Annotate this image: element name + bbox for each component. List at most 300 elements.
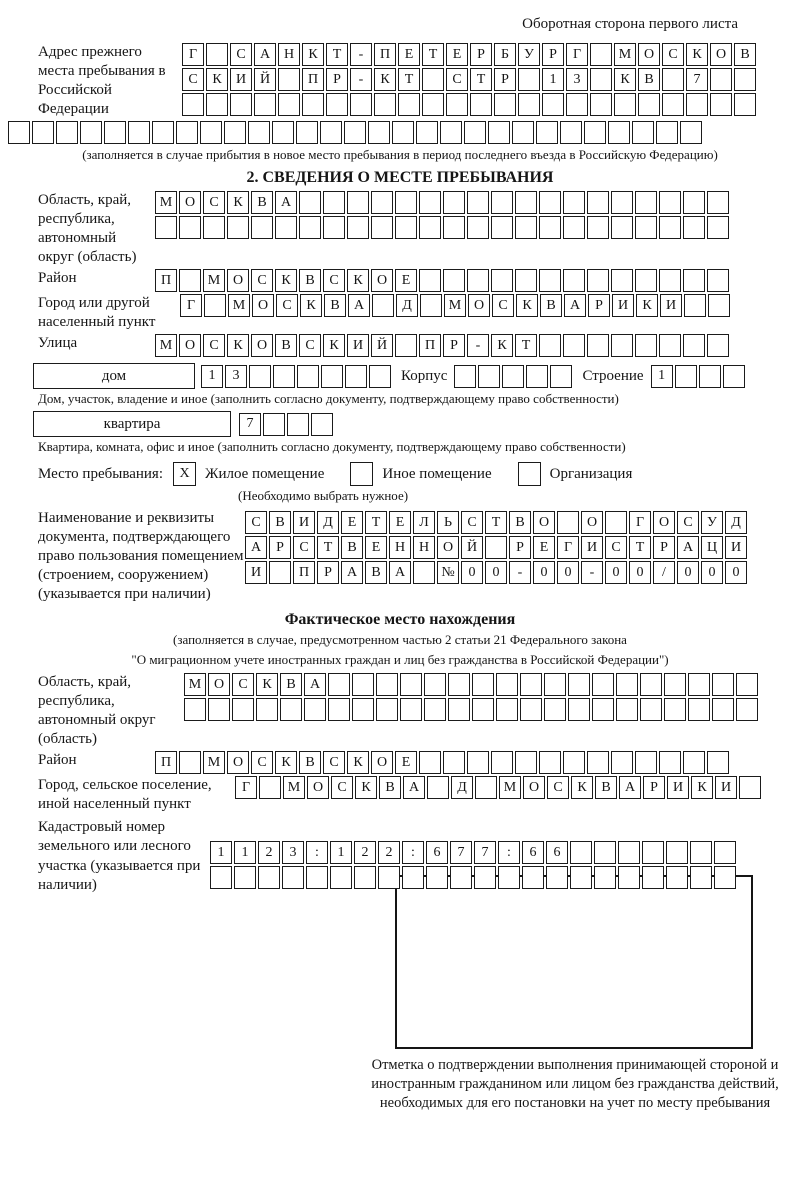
char-box[interactable] bbox=[467, 751, 489, 774]
char-box[interactable]: В bbox=[299, 751, 321, 774]
char-box[interactable] bbox=[330, 866, 352, 889]
char-box[interactable]: М bbox=[155, 191, 177, 214]
char-box[interactable]: И bbox=[725, 536, 747, 559]
char-box[interactable]: Р bbox=[509, 536, 531, 559]
char-box[interactable]: Т bbox=[365, 511, 387, 534]
char-box[interactable] bbox=[354, 866, 376, 889]
char-box[interactable] bbox=[419, 216, 441, 239]
char-box[interactable]: Г bbox=[557, 536, 579, 559]
char-box[interactable] bbox=[200, 121, 222, 144]
char-box[interactable]: О bbox=[252, 294, 274, 317]
char-box[interactable] bbox=[640, 673, 662, 696]
char-box[interactable] bbox=[304, 698, 326, 721]
char-box[interactable]: А bbox=[619, 776, 641, 799]
char-box[interactable] bbox=[369, 365, 391, 388]
char-box[interactable]: И bbox=[230, 68, 252, 91]
char-box[interactable] bbox=[520, 698, 542, 721]
char-box[interactable]: Р bbox=[653, 536, 675, 559]
char-box[interactable] bbox=[402, 866, 424, 889]
char-box[interactable]: С bbox=[276, 294, 298, 317]
char-box[interactable]: С bbox=[245, 511, 267, 534]
char-box[interactable] bbox=[306, 866, 328, 889]
char-box[interactable]: К bbox=[206, 68, 228, 91]
char-box[interactable] bbox=[594, 866, 616, 889]
char-box[interactable] bbox=[443, 191, 465, 214]
char-box[interactable] bbox=[416, 121, 438, 144]
char-box[interactable]: Г bbox=[180, 294, 202, 317]
char-box[interactable] bbox=[539, 191, 561, 214]
char-box[interactable] bbox=[155, 216, 177, 239]
char-box[interactable] bbox=[611, 334, 633, 357]
char-box[interactable]: П bbox=[155, 751, 177, 774]
char-box[interactable] bbox=[371, 191, 393, 214]
char-box[interactable] bbox=[179, 269, 201, 292]
char-box[interactable]: О bbox=[371, 751, 393, 774]
char-box[interactable]: К bbox=[571, 776, 593, 799]
char-box[interactable] bbox=[467, 191, 489, 214]
char-box[interactable]: О bbox=[179, 191, 201, 214]
char-box[interactable]: 1 bbox=[330, 841, 352, 864]
char-box[interactable]: К bbox=[491, 334, 513, 357]
char-box[interactable] bbox=[526, 365, 548, 388]
char-box[interactable] bbox=[475, 776, 497, 799]
char-box[interactable] bbox=[299, 191, 321, 214]
char-box[interactable]: Н bbox=[413, 536, 435, 559]
char-box[interactable] bbox=[352, 698, 374, 721]
char-box[interactable] bbox=[472, 673, 494, 696]
char-box[interactable] bbox=[611, 269, 633, 292]
char-box[interactable] bbox=[590, 68, 612, 91]
char-box[interactable] bbox=[616, 673, 638, 696]
char-box[interactable] bbox=[323, 191, 345, 214]
char-box[interactable] bbox=[635, 191, 657, 214]
char-box[interactable] bbox=[739, 776, 761, 799]
char-box[interactable] bbox=[684, 294, 706, 317]
char-box[interactable] bbox=[712, 698, 734, 721]
char-box[interactable] bbox=[232, 698, 254, 721]
char-box[interactable] bbox=[378, 866, 400, 889]
char-box[interactable]: П bbox=[374, 43, 396, 66]
char-box[interactable]: Е bbox=[533, 536, 555, 559]
char-box[interactable]: 0 bbox=[461, 561, 483, 584]
char-box[interactable] bbox=[614, 93, 636, 116]
char-box[interactable]: О bbox=[653, 511, 675, 534]
char-box[interactable]: Г bbox=[566, 43, 588, 66]
char-box[interactable] bbox=[522, 866, 544, 889]
char-box[interactable]: В bbox=[275, 334, 297, 357]
char-box[interactable] bbox=[392, 121, 414, 144]
char-box[interactable] bbox=[611, 751, 633, 774]
char-box[interactable]: 6 bbox=[546, 841, 568, 864]
char-box[interactable]: И bbox=[667, 776, 689, 799]
char-box[interactable] bbox=[470, 93, 492, 116]
char-box[interactable]: У bbox=[701, 511, 723, 534]
char-box[interactable] bbox=[296, 121, 318, 144]
char-box[interactable] bbox=[710, 68, 732, 91]
char-box[interactable] bbox=[446, 93, 468, 116]
char-box[interactable] bbox=[424, 698, 446, 721]
char-box[interactable] bbox=[734, 93, 756, 116]
char-box[interactable] bbox=[275, 216, 297, 239]
char-box[interactable]: 0 bbox=[629, 561, 651, 584]
char-box[interactable] bbox=[344, 121, 366, 144]
stay-option-checkbox-residential[interactable]: X bbox=[173, 462, 196, 486]
char-box[interactable]: О bbox=[533, 511, 555, 534]
char-box[interactable] bbox=[419, 751, 441, 774]
char-box[interactable]: 1 bbox=[234, 841, 256, 864]
char-box[interactable] bbox=[736, 698, 758, 721]
char-box[interactable] bbox=[413, 561, 435, 584]
char-box[interactable] bbox=[566, 93, 588, 116]
char-box[interactable] bbox=[710, 93, 732, 116]
char-box[interactable] bbox=[478, 365, 500, 388]
char-box[interactable] bbox=[184, 698, 206, 721]
char-box[interactable]: С bbox=[461, 511, 483, 534]
char-box[interactable] bbox=[204, 294, 226, 317]
char-box[interactable] bbox=[675, 365, 697, 388]
char-box[interactable] bbox=[491, 216, 513, 239]
char-box[interactable] bbox=[491, 191, 513, 214]
char-box[interactable]: К bbox=[516, 294, 538, 317]
char-box[interactable]: Р bbox=[317, 561, 339, 584]
char-box[interactable]: 0 bbox=[605, 561, 627, 584]
char-box[interactable]: Т bbox=[326, 43, 348, 66]
char-box[interactable]: С bbox=[605, 536, 627, 559]
char-box[interactable] bbox=[450, 866, 472, 889]
char-box[interactable]: П bbox=[155, 269, 177, 292]
char-box[interactable]: У bbox=[518, 43, 540, 66]
char-box[interactable]: С bbox=[492, 294, 514, 317]
char-box[interactable] bbox=[659, 334, 681, 357]
char-box[interactable] bbox=[642, 866, 664, 889]
char-box[interactable]: 1 bbox=[542, 68, 564, 91]
char-box[interactable] bbox=[664, 673, 686, 696]
char-box[interactable]: Т bbox=[470, 68, 492, 91]
char-box[interactable] bbox=[570, 866, 592, 889]
char-box[interactable]: В bbox=[269, 511, 291, 534]
char-box[interactable]: К bbox=[256, 673, 278, 696]
char-box[interactable] bbox=[683, 216, 705, 239]
char-box[interactable] bbox=[683, 269, 705, 292]
char-box[interactable] bbox=[723, 365, 745, 388]
char-box[interactable]: Ь bbox=[437, 511, 459, 534]
char-box[interactable] bbox=[560, 121, 582, 144]
char-box[interactable] bbox=[80, 121, 102, 144]
char-box[interactable]: А bbox=[245, 536, 267, 559]
char-box[interactable] bbox=[611, 191, 633, 214]
char-box[interactable]: О bbox=[523, 776, 545, 799]
char-box[interactable]: М bbox=[203, 751, 225, 774]
char-box[interactable] bbox=[182, 93, 204, 116]
char-box[interactable]: К bbox=[227, 334, 249, 357]
char-box[interactable] bbox=[515, 751, 537, 774]
char-box[interactable] bbox=[584, 121, 606, 144]
char-box[interactable]: О bbox=[581, 511, 603, 534]
char-box[interactable] bbox=[326, 93, 348, 116]
char-box[interactable] bbox=[515, 269, 537, 292]
char-box[interactable] bbox=[8, 121, 30, 144]
char-box[interactable]: Т bbox=[515, 334, 537, 357]
char-box[interactable] bbox=[287, 413, 309, 436]
char-box[interactable]: К bbox=[691, 776, 713, 799]
char-box[interactable]: И bbox=[347, 334, 369, 357]
char-box[interactable] bbox=[666, 866, 688, 889]
char-box[interactable]: К bbox=[300, 294, 322, 317]
char-box[interactable] bbox=[659, 191, 681, 214]
char-box[interactable]: О bbox=[710, 43, 732, 66]
char-box[interactable] bbox=[563, 269, 585, 292]
char-box[interactable]: И bbox=[715, 776, 737, 799]
char-box[interactable] bbox=[683, 751, 705, 774]
char-box[interactable] bbox=[400, 673, 422, 696]
char-box[interactable] bbox=[635, 216, 657, 239]
char-box[interactable] bbox=[592, 698, 614, 721]
char-box[interactable] bbox=[496, 673, 518, 696]
char-box[interactable]: К bbox=[686, 43, 708, 66]
char-box[interactable]: Р bbox=[542, 43, 564, 66]
char-box[interactable]: В bbox=[341, 536, 363, 559]
char-box[interactable]: С bbox=[547, 776, 569, 799]
char-box[interactable]: А bbox=[275, 191, 297, 214]
char-box[interactable]: С bbox=[251, 751, 273, 774]
char-box[interactable] bbox=[515, 191, 537, 214]
char-box[interactable]: Д bbox=[317, 511, 339, 534]
char-box[interactable]: В bbox=[280, 673, 302, 696]
char-box[interactable]: А bbox=[389, 561, 411, 584]
char-box[interactable] bbox=[518, 68, 540, 91]
char-box[interactable] bbox=[714, 866, 736, 889]
char-box[interactable] bbox=[269, 561, 291, 584]
char-box[interactable]: 1 bbox=[201, 365, 223, 388]
char-box[interactable] bbox=[56, 121, 78, 144]
char-box[interactable]: 3 bbox=[282, 841, 304, 864]
char-box[interactable] bbox=[686, 93, 708, 116]
stay-option-checkbox-organization[interactable] bbox=[518, 462, 541, 486]
char-box[interactable] bbox=[372, 294, 394, 317]
char-box[interactable] bbox=[707, 751, 729, 774]
char-box[interactable]: С bbox=[331, 776, 353, 799]
char-box[interactable] bbox=[398, 93, 420, 116]
char-box[interactable] bbox=[104, 121, 126, 144]
char-box[interactable]: К bbox=[374, 68, 396, 91]
char-box[interactable]: М bbox=[184, 673, 206, 696]
char-box[interactable]: : bbox=[498, 841, 520, 864]
char-box[interactable]: С bbox=[323, 269, 345, 292]
char-box[interactable] bbox=[400, 698, 422, 721]
char-box[interactable] bbox=[206, 93, 228, 116]
char-box[interactable]: А bbox=[304, 673, 326, 696]
char-box[interactable] bbox=[496, 698, 518, 721]
char-box[interactable]: В bbox=[540, 294, 562, 317]
char-box[interactable] bbox=[321, 365, 343, 388]
char-box[interactable] bbox=[311, 413, 333, 436]
char-box[interactable]: - bbox=[581, 561, 603, 584]
char-box[interactable]: 1 bbox=[210, 841, 232, 864]
char-box[interactable]: С bbox=[299, 334, 321, 357]
char-box[interactable]: А bbox=[403, 776, 425, 799]
char-box[interactable] bbox=[605, 511, 627, 534]
char-box[interactable]: К bbox=[636, 294, 658, 317]
char-box[interactable]: Д bbox=[451, 776, 473, 799]
char-box[interactable] bbox=[345, 365, 367, 388]
char-box[interactable] bbox=[659, 269, 681, 292]
char-box[interactable] bbox=[494, 93, 516, 116]
char-box[interactable] bbox=[498, 866, 520, 889]
char-box[interactable] bbox=[395, 334, 417, 357]
char-box[interactable] bbox=[297, 365, 319, 388]
char-box[interactable]: М bbox=[155, 334, 177, 357]
char-box[interactable] bbox=[230, 93, 252, 116]
char-box[interactable] bbox=[278, 93, 300, 116]
char-box[interactable]: С bbox=[446, 68, 468, 91]
char-box[interactable] bbox=[273, 365, 295, 388]
char-box[interactable]: И bbox=[245, 561, 267, 584]
char-box[interactable] bbox=[635, 334, 657, 357]
char-box[interactable] bbox=[714, 841, 736, 864]
char-box[interactable] bbox=[544, 673, 566, 696]
char-box[interactable]: В bbox=[734, 43, 756, 66]
char-box[interactable] bbox=[424, 673, 446, 696]
char-box[interactable]: Р bbox=[443, 334, 465, 357]
char-box[interactable] bbox=[227, 216, 249, 239]
char-box[interactable]: Е bbox=[398, 43, 420, 66]
char-box[interactable]: - bbox=[350, 68, 372, 91]
char-box[interactable] bbox=[280, 698, 302, 721]
char-box[interactable]: Р bbox=[269, 536, 291, 559]
char-box[interactable] bbox=[642, 841, 664, 864]
char-box[interactable] bbox=[464, 121, 486, 144]
char-box[interactable]: С bbox=[662, 43, 684, 66]
char-box[interactable] bbox=[32, 121, 54, 144]
char-box[interactable] bbox=[680, 121, 702, 144]
char-box[interactable]: Е bbox=[395, 751, 417, 774]
char-box[interactable] bbox=[536, 121, 558, 144]
char-box[interactable]: Т bbox=[317, 536, 339, 559]
char-box[interactable] bbox=[563, 751, 585, 774]
char-box[interactable]: В bbox=[379, 776, 401, 799]
char-box[interactable] bbox=[590, 43, 612, 66]
char-box[interactable] bbox=[208, 698, 230, 721]
char-box[interactable]: С bbox=[293, 536, 315, 559]
char-box[interactable] bbox=[454, 365, 476, 388]
char-box[interactable]: М bbox=[444, 294, 466, 317]
char-box[interactable] bbox=[320, 121, 342, 144]
char-box[interactable]: О bbox=[251, 334, 273, 357]
char-box[interactable] bbox=[683, 334, 705, 357]
char-box[interactable] bbox=[736, 673, 758, 696]
char-box[interactable]: К bbox=[355, 776, 377, 799]
char-box[interactable] bbox=[419, 191, 441, 214]
char-box[interactable]: - bbox=[509, 561, 531, 584]
char-box[interactable] bbox=[618, 841, 640, 864]
char-box[interactable] bbox=[259, 776, 281, 799]
char-box[interactable]: Т bbox=[422, 43, 444, 66]
char-box[interactable] bbox=[371, 216, 393, 239]
char-box[interactable]: : bbox=[306, 841, 328, 864]
char-box[interactable]: 7 bbox=[686, 68, 708, 91]
char-box[interactable] bbox=[206, 43, 228, 66]
char-box[interactable]: Н bbox=[278, 43, 300, 66]
char-box[interactable] bbox=[707, 269, 729, 292]
char-box[interactable] bbox=[539, 216, 561, 239]
char-box[interactable]: К bbox=[227, 191, 249, 214]
char-box[interactable] bbox=[707, 191, 729, 214]
char-box[interactable]: 6 bbox=[426, 841, 448, 864]
char-box[interactable]: С bbox=[323, 751, 345, 774]
char-box[interactable]: И bbox=[612, 294, 634, 317]
char-box[interactable]: М bbox=[614, 43, 636, 66]
char-box[interactable]: 2 bbox=[378, 841, 400, 864]
char-box[interactable] bbox=[251, 216, 273, 239]
char-box[interactable] bbox=[638, 93, 660, 116]
char-box[interactable] bbox=[659, 216, 681, 239]
char-box[interactable] bbox=[278, 68, 300, 91]
char-box[interactable]: Ц bbox=[701, 536, 723, 559]
char-box[interactable] bbox=[328, 673, 350, 696]
char-box[interactable]: Т bbox=[485, 511, 507, 534]
char-box[interactable] bbox=[368, 121, 390, 144]
char-box[interactable]: С bbox=[182, 68, 204, 91]
char-box[interactable] bbox=[347, 191, 369, 214]
char-box[interactable]: Б bbox=[494, 43, 516, 66]
char-box[interactable]: 0 bbox=[677, 561, 699, 584]
char-box[interactable] bbox=[587, 191, 609, 214]
char-box[interactable]: Р bbox=[494, 68, 516, 91]
char-box[interactable] bbox=[587, 216, 609, 239]
char-box[interactable] bbox=[539, 269, 561, 292]
char-box[interactable]: Р bbox=[643, 776, 665, 799]
char-box[interactable] bbox=[563, 216, 585, 239]
char-box[interactable] bbox=[635, 751, 657, 774]
char-box[interactable] bbox=[690, 841, 712, 864]
char-box[interactable]: С bbox=[251, 269, 273, 292]
char-box[interactable]: И bbox=[293, 511, 315, 534]
char-box[interactable]: - bbox=[467, 334, 489, 357]
char-box[interactable] bbox=[419, 269, 441, 292]
char-box[interactable] bbox=[611, 216, 633, 239]
char-box[interactable]: И bbox=[581, 536, 603, 559]
char-box[interactable] bbox=[152, 121, 174, 144]
char-box[interactable]: Е bbox=[341, 511, 363, 534]
char-box[interactable] bbox=[688, 673, 710, 696]
char-box[interactable] bbox=[659, 751, 681, 774]
char-box[interactable] bbox=[699, 365, 721, 388]
char-box[interactable] bbox=[323, 216, 345, 239]
char-box[interactable] bbox=[374, 93, 396, 116]
char-box[interactable] bbox=[420, 294, 442, 317]
char-box[interactable]: 0 bbox=[485, 561, 507, 584]
char-box[interactable] bbox=[376, 698, 398, 721]
char-box[interactable]: С bbox=[203, 334, 225, 357]
char-box[interactable] bbox=[395, 216, 417, 239]
char-box[interactable]: В bbox=[299, 269, 321, 292]
char-box[interactable] bbox=[272, 121, 294, 144]
char-box[interactable]: 6 bbox=[522, 841, 544, 864]
char-box[interactable]: - bbox=[350, 43, 372, 66]
char-box[interactable] bbox=[734, 68, 756, 91]
char-box[interactable]: О bbox=[227, 751, 249, 774]
char-box[interactable] bbox=[656, 121, 678, 144]
char-box[interactable] bbox=[563, 334, 585, 357]
char-box[interactable]: В bbox=[365, 561, 387, 584]
char-box[interactable] bbox=[376, 673, 398, 696]
char-box[interactable] bbox=[472, 698, 494, 721]
char-box[interactable] bbox=[485, 536, 507, 559]
stay-option-checkbox-other[interactable] bbox=[350, 462, 373, 486]
char-box[interactable]: П bbox=[419, 334, 441, 357]
char-box[interactable]: О bbox=[208, 673, 230, 696]
char-box[interactable] bbox=[128, 121, 150, 144]
